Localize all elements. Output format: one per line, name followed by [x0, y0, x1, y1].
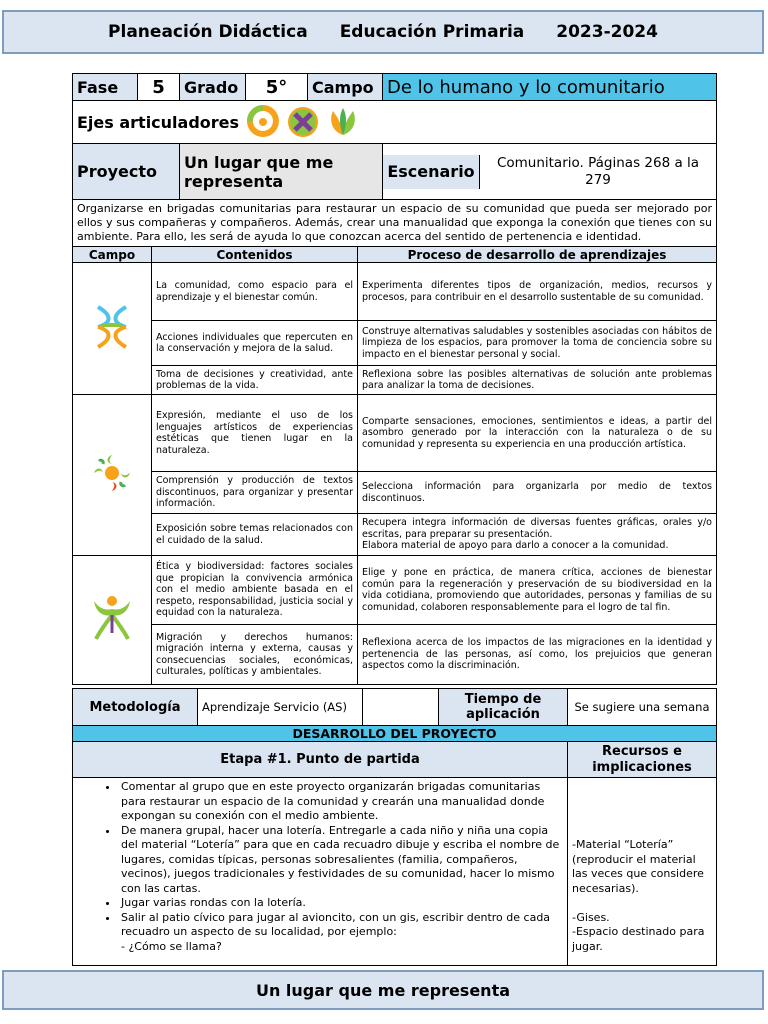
proyecto-label: Proyecto: [73, 144, 180, 200]
fase-label: Fase: [73, 74, 138, 101]
banner-title: Planeación Didáctica: [108, 22, 308, 42]
campo-cell-1: [73, 263, 152, 395]
eje-vida-saludable-icon: [327, 105, 359, 139]
tiempo-cell: [363, 689, 568, 726]
banner-year: 2023-2024: [556, 22, 658, 42]
metodologia-value: Aprendizaje Servicio (AS): [198, 689, 363, 726]
escenario-label: Escenario: [383, 155, 480, 189]
grado-value: 5°: [246, 74, 308, 101]
metodologia-label: Metodología: [73, 689, 198, 726]
info-table: [72, 73, 717, 247]
activity-item: • Jugar varias rondas con la lotería.: [119, 896, 561, 911]
header-contenidos: Contenidos: [152, 247, 358, 263]
escenario-value: Comunitario. Páginas 268 a la 279: [496, 154, 700, 188]
activity-item: • Salir al patio cívico para jugar al avioncito, con un gis, escribir dentro de cada recuadro un aspecto de su localidad, por ejemplo: - ¿Cómo se llama?: [119, 911, 561, 955]
grado-label: Grado: [180, 74, 246, 101]
recursos-label: Recursos e implicaciones: [568, 742, 717, 778]
contents-table: [72, 246, 717, 685]
etapa-row: [73, 742, 717, 778]
contenido-1-2: Acciones individuales que repercuten en la conservación y mejora de la salud.: [152, 321, 358, 366]
ejes-cell: [73, 101, 717, 144]
activities-cell: [73, 778, 568, 966]
proceso-1-1: Experimenta diferentes tipos de organización, medios, recursos y procesos, para contribuir en el desarrollo sustentable de su comunidad.: [358, 263, 717, 321]
footer-title: Un lugar que me representa: [255, 980, 511, 1000]
desarrollo-title: DESARROLLO DEL PROYECTO: [73, 726, 717, 742]
contenido-1-1: La comunidad, como espacio para el aprendizaje y el bienestar común.: [152, 263, 358, 321]
eje-interculturalidad-icon: [287, 105, 319, 139]
tiempo-value: Se sugiere una semana: [568, 689, 717, 726]
tiempo-label: Tiempo de aplicación: [438, 689, 567, 725]
escenario-cell: [383, 144, 717, 200]
fase-value: 5: [138, 74, 180, 101]
activities-row: [73, 778, 717, 966]
content-row: [73, 514, 717, 556]
campo-label: Campo: [308, 74, 383, 101]
content-row: [73, 366, 717, 395]
desarrollo-title-row: [73, 726, 717, 742]
top-banner: [2, 10, 764, 54]
header-campo: Campo: [73, 247, 152, 263]
metodologia-row: [73, 689, 717, 726]
activity-item: • De manera grupal, hacer una lotería. Entregarle a cada niño y niña una copia del material “Lotería” para que en cada recuadro dibuje y escriba el nombre de lugares, comidas típicas, personas sobresalientes (familia, compañeros, vecinos), juegos tradicionales y festividades de su comunidad, hacer lo mismo con las cartas.: [119, 824, 561, 897]
proceso-2-3: Recupera integra información de diversas fuentes gráficas, orales y/o escritas, para preparar su presentación. Elabora material de apoyo para darlo a conocer a la comunidad.: [358, 514, 717, 556]
ejes-label: Ejes articuladores: [77, 112, 240, 132]
content-row: [73, 395, 717, 472]
content-row: [73, 263, 717, 321]
recursos-text: -Material “Lotería” (reproducir el material las veces que considere necesarias). -Gises. -Espacio destinado para jugar.: [568, 778, 717, 966]
ejes-row: [73, 101, 717, 144]
proceso-3-1: Elige y pone en práctica, de manera crítica, acciones de bienestar común para la regeneración y preservación de su biodiversidad en la vida cotidiana, promoviendo que autoridades, personas y familias de su comunidad, colaboren responsablemente para el logro de tal fin.: [358, 556, 717, 625]
contenido-1-3: Toma de decisiones y creatividad, ante problemas de la vida.: [152, 366, 358, 395]
bottom-banner: [2, 970, 764, 1010]
activity-item: • Comentar al grupo que en este proyecto organizarán brigadas comunitarias para restaurar un espacio de la comunidad y crearán una manualidad donde expongan su conexión con el medio ambiente.: [119, 780, 561, 824]
activities-list: [73, 780, 561, 954]
proyecto-row: [73, 144, 717, 200]
humano-comunitario-icon: [90, 593, 134, 643]
proceso-2-2: Selecciona información para organizarla por medio de textos discontinuos.: [358, 472, 717, 514]
contents-header-row: [73, 247, 717, 263]
project-description: Organizarse en brigadas comunitarias para restaurar un espacio de su comunidad que pueda ser mejorado por ellos y sus compañeras y compañeros. Además, crear una manualidad que exponga la conexión que tienes con su ambiente. Para ello, les será de ayuda lo que conozcan acerca del sentido de pertenencia e identidad.: [73, 200, 717, 247]
proceso-2-1: Comparte sensaciones, emociones, sentimientos e ideas, a partir del asombro generado por la interacción con la naturaleza o de su comunidad y representa su experiencia en una producción artística.: [358, 395, 717, 472]
description-row: [73, 200, 717, 247]
campo-cell-3: [73, 556, 152, 685]
eje-inclusion-icon: [247, 105, 279, 139]
contenido-2-1: Expresión, mediante el uso de los lenguajes artísticos de experiencias estéticas que tienen lugar en la naturaleza.: [152, 395, 358, 472]
contenido-2-3: Exposición sobre temas relacionados con el cuidado de la salud.: [152, 514, 358, 556]
comunitario-icon: [92, 301, 132, 353]
content-row: [73, 472, 717, 514]
campo-cell-2: [73, 395, 152, 556]
desarrollo-table: [72, 688, 717, 966]
proceso-1-2: Construye alternativas saludables y sostenibles asociadas con hábitos de limpieza de los espacios, para promover la toma de conciencia sobre su impacto en el bienestar personal y social.: [358, 321, 717, 366]
contenido-2-2: Comprensión y producción de textos discontinuos, para organizar y presentar información.: [152, 472, 358, 514]
content-row: [73, 625, 717, 685]
fase-row: [73, 74, 717, 101]
proyecto-value: Un lugar que me representa: [180, 144, 383, 200]
proceso-1-3: Reflexiona sobre las posibles alternativas de solución ante problemas para analizar la toma de decisiones.: [358, 366, 717, 395]
contenido-3-2: Migración y derechos humanos: migración interna y externa, causas y consecuencias sociales, económicas, culturales, políticas y ambientales.: [152, 625, 358, 685]
proceso-3-2: Reflexiona acerca de los impactos de las migraciones en la identidad y pertenencia de las personas, así como, los prejuicios que generan aspectos como la discriminación.: [358, 625, 717, 685]
header-proceso: Proceso de desarrollo de aprendizajes: [358, 247, 717, 263]
campo-value: De lo humano y lo comunitario: [383, 74, 717, 101]
content-row: [73, 556, 717, 625]
etapa-title: Etapa #1. Punto de partida: [73, 742, 568, 778]
banner-level: Educación Primaria: [339, 22, 525, 42]
contenido-3-1: Ética y biodiversidad: factores sociales que propician la convivencia armónica con el medio ambiente basada en el respeto, responsabilidad, justicia social y equidad con la naturaleza.: [152, 556, 358, 625]
content-row: [73, 321, 717, 366]
lenguajes-icon: [90, 451, 134, 495]
